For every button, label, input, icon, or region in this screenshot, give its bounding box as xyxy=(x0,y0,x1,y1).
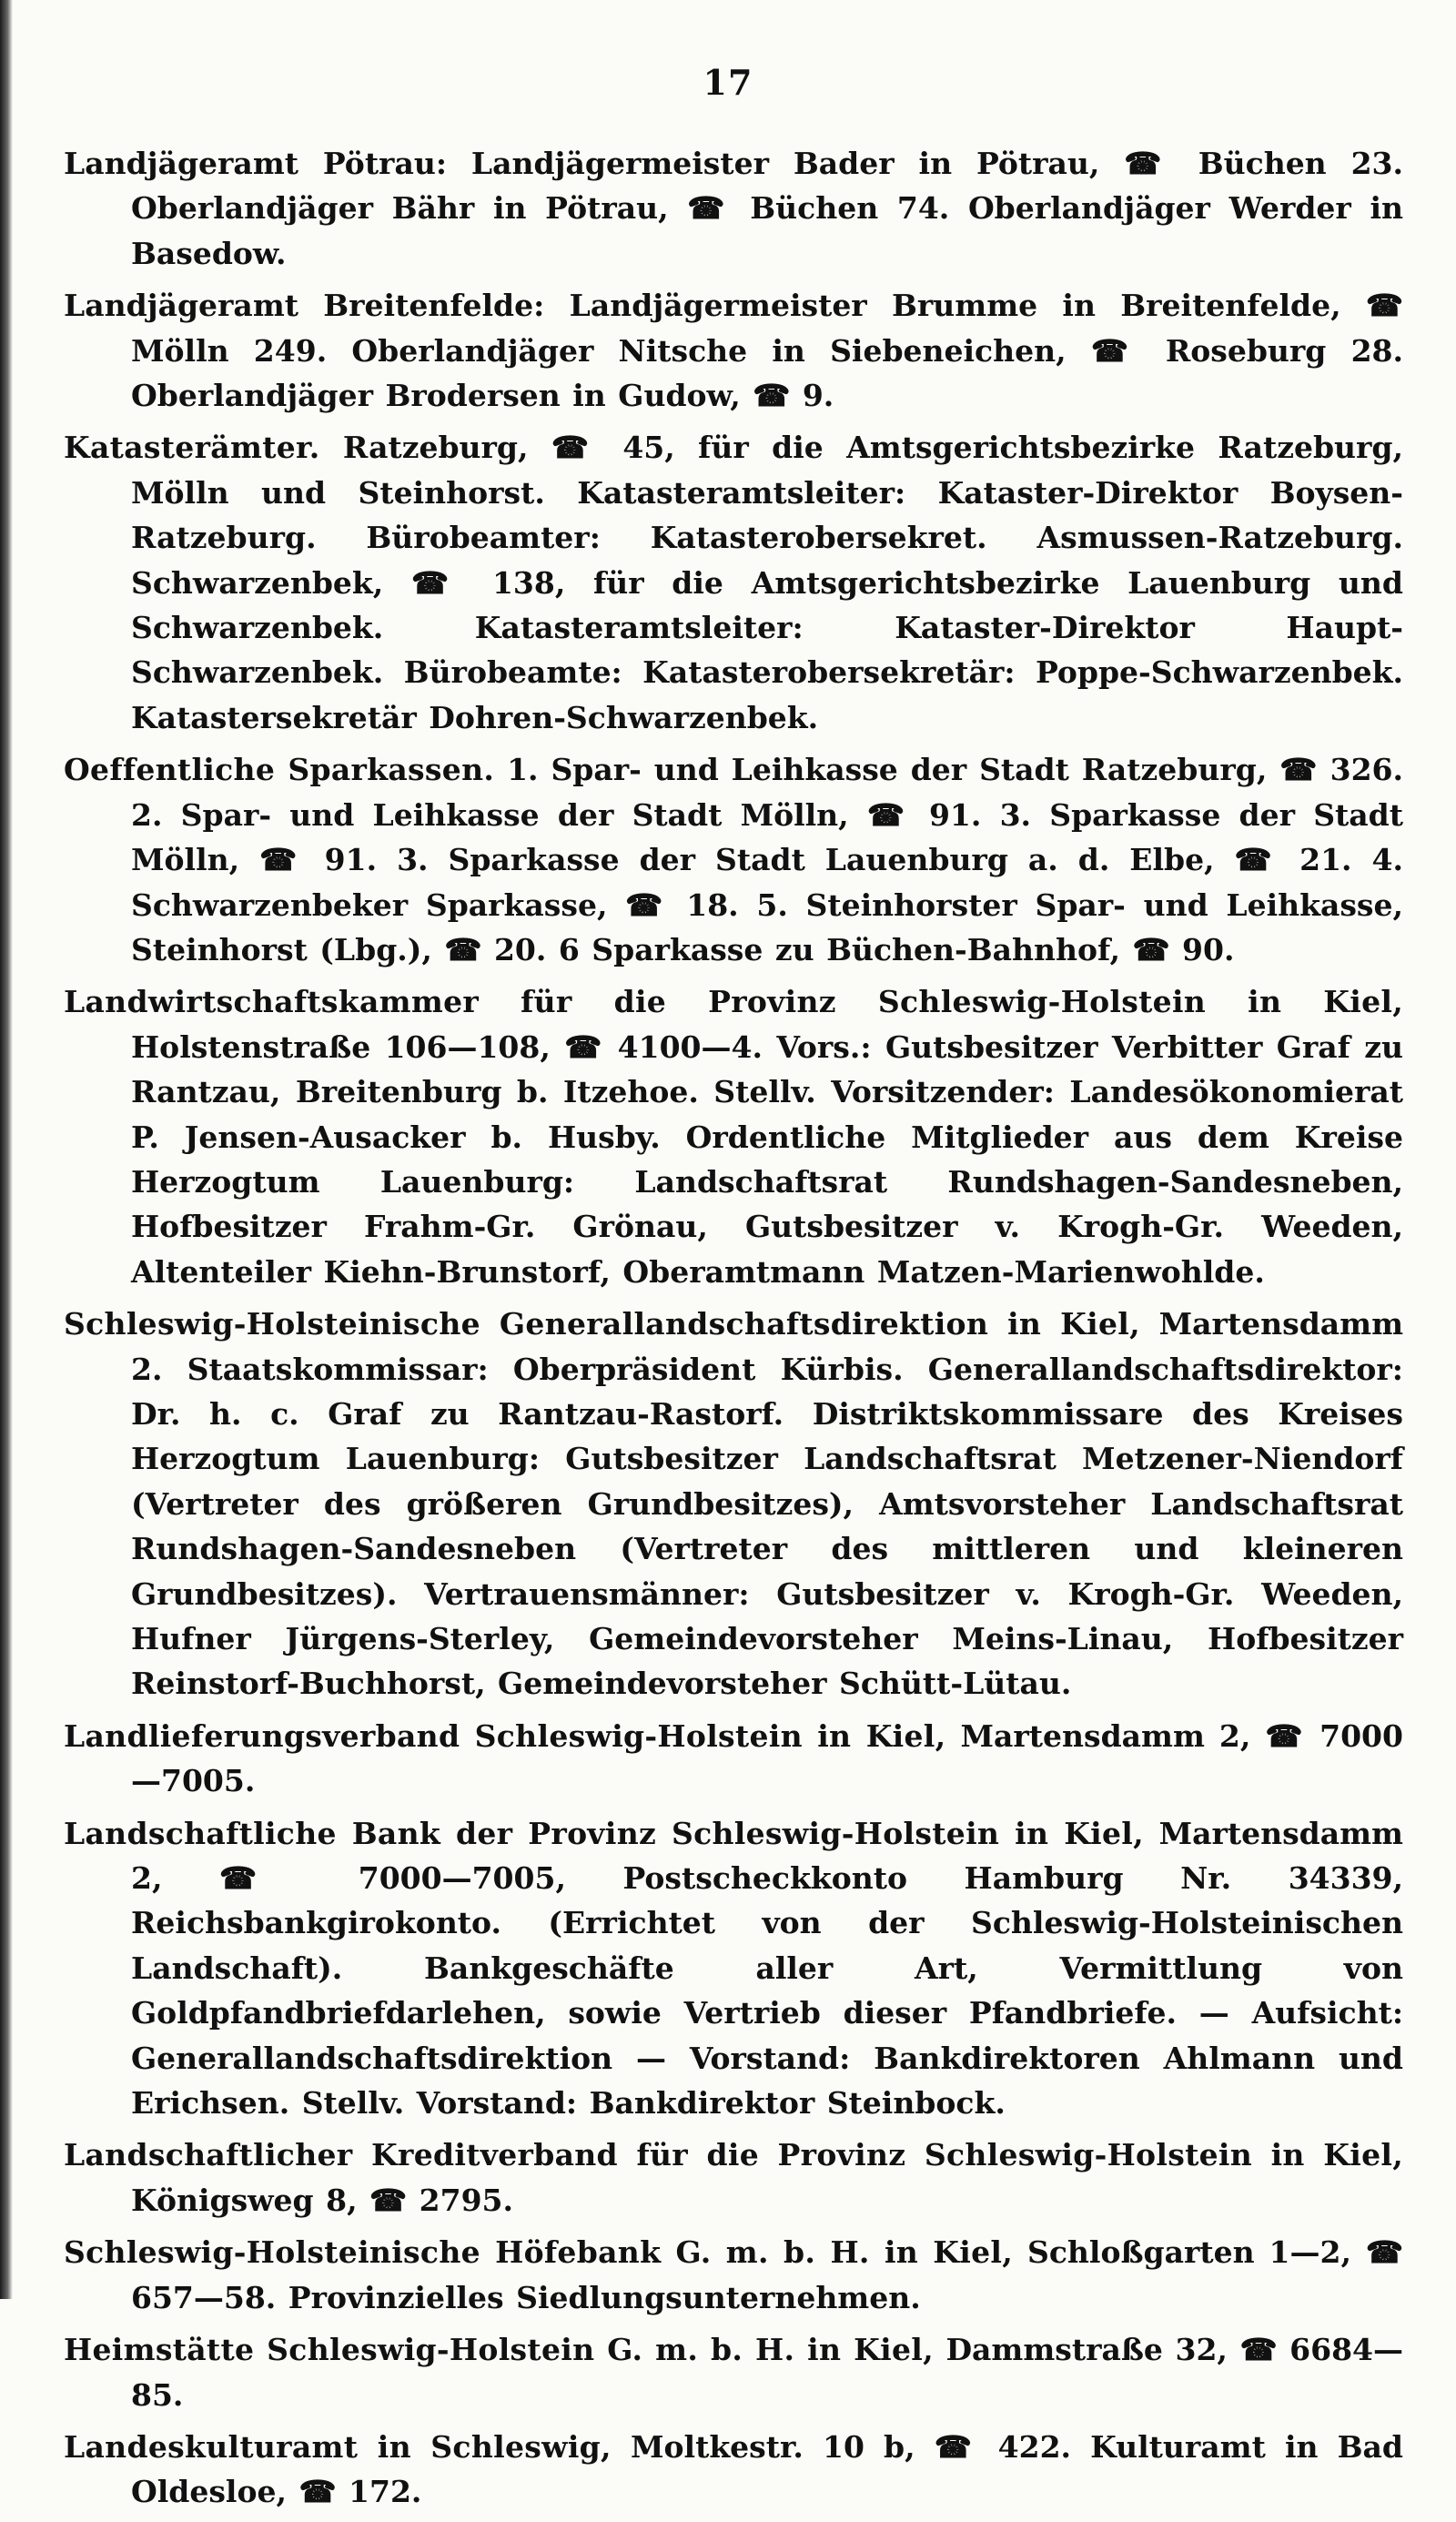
entry xyxy=(64,1714,1403,1804)
entry xyxy=(64,747,1403,972)
entry-heading: Oeffentliche Sparkassen. xyxy=(64,752,495,788)
entry-text: Holstenstraße 106—108, ☎ 4100—4. Vors.: Gutsbesitzer Verbitter Graf zu Rantzau, Breitenburg b. Itzehoe. Stellv. Vorsitzender: Landesökonomierat P. Jensen-Ausacker b. Husby. Ordentliche Mitglieder aus dem Kreise Herzogtum Lauenburg: Landschaftsrat Rundshagen-Sandesneben, Hofbesitzer Frahm-Gr. Grönau, Gutsbesitzer v. Krogh-Gr. Weeden, Altenteiler Kiehn-Brunstorf, Oberamtmann Matzen-Marienwohlde. xyxy=(131,1028,1403,1290)
entry xyxy=(64,2230,1403,2320)
entry-text: Schloßgarten 1—2, ☎ 657—58. Provinzielles Siedlungsunternehmen. xyxy=(131,2234,1403,2315)
entry-text: Moltkestr. 10 b, ☎ 422. Kulturamt in Bad Oldesloe, ☎ 172. xyxy=(131,2428,1403,2510)
page-content xyxy=(64,141,1403,2522)
entry-text: Martensdamm 2, ☎ 7000—7005. xyxy=(131,1717,1403,1799)
entry xyxy=(64,2425,1403,2515)
entry xyxy=(64,979,1403,1294)
entry-heading: Landwirtschaftskammer für die Provinz Schleswig-Holstein in Kiel, xyxy=(64,984,1403,1020)
entry-heading: Schleswig-Holsteinische Generallandschaftsdirektion in Kiel, xyxy=(64,1306,1140,1342)
entry-heading: Landlieferungsverband Schleswig-Holstein in Kiel, xyxy=(64,1717,946,1754)
entry xyxy=(64,425,1403,740)
entry xyxy=(64,1302,1403,1707)
entry-text: Landjägeramt Breitenfelde: Landjägermeister Brumme in Breitenfelde, ☎ Mölln 249. Oberlandjäger Nitsche in Siebeneichen, ☎ Roseburg 28. Oberlandjäger Brodersen in Gudow, ☎ 9. xyxy=(64,288,1403,414)
entry xyxy=(64,283,1403,418)
entry-text: Landjägeramt Pötrau: Landjägermeister Bader in Pötrau, ☎ Büchen 23. Oberlandjäger Bähr in Pötrau, ☎ Büchen 74. Oberlandjäger Werder in Basedow. xyxy=(64,146,1403,271)
entry-text: Königsweg 8, ☎ 2795. xyxy=(131,2182,513,2218)
entry-text: 1. Spar- und Leihkasse der Stadt Ratzeburg, ☎ 326. 2. Spar- und Leihkasse der Stadt Mölln, ☎ 91. 3. Sparkasse der Stadt Mölln, ☎ 91. 3. Sparkasse der Stadt Lauenburg a. d. Elbe, ☎ 21. 4. Schwarzenbeker Sparkasse, ☎ 18. 5. Steinhorster Spar- und Leihkasse, Steinhorst (Lbg.), ☎ 20. 6 Sparkasse zu Büchen-Bahnhof, ☎ 90. xyxy=(131,752,1403,967)
entry-heading: Landschaftlicher Kreditverband für die Provinz Schleswig-Holstein in Kiel, xyxy=(64,2137,1403,2173)
entry-heading: Landeskulturamt in Schleswig, xyxy=(64,2428,612,2465)
entry-text: Martensdamm 2, ☎ 7000—7005, Postscheckkonto Hamburg Nr. 34339, Reichsbankgirokonto. (Errichtet von der Schleswig-Holsteinischen Landschaft). Bankgeschäfte aller Art, Vermittlung von Goldpfandbriefdarlehen, sowie Vertrieb dieser Pfandbriefe. — Aufsicht: Generallandschaftsdirektion — Vorstand: Bankdirektoren Ahlmann und Erichsen. Stellv. Vorstand: Bankdirektor Steinbock. xyxy=(131,1815,1403,2122)
entry-heading: Landschaftliche Bank der Provinz Schleswig-Holstein in Kiel, xyxy=(64,1815,1144,1851)
entry xyxy=(64,2327,1403,2417)
entry xyxy=(64,141,1403,276)
entry xyxy=(64,2132,1403,2223)
page-edge-shadow xyxy=(0,0,13,2299)
entry-text: Ratzeburg, ☎ 45, für die Amtsgerichtsbezirke Ratzeburg, Mölln und Steinhorst. Katasteramtsleiter: Kataster-Direktor Boysen-Ratzeburg. Bürobeamter: Katasterobersekret. Asmussen-Ratzeburg. Schwarzenbek, ☎ 138, für die Amtsgerichtsbezirke Lauenburg und Schwarzenbek. Katasteramtsleiter: Kataster-Direktor Haupt-Schwarzenbek. Bürobeamte: Katasterobersekretär: Poppe-Schwarzenbek. Katastersekretär Dohren-Schwarzenbek. xyxy=(131,430,1403,735)
entry-heading: Schleswig-Holsteinische Höfebank G. m. b. H. in Kiel, xyxy=(64,2234,1014,2271)
entry-text: Martensdamm 2. Staatskommissar: Oberpräsident Kürbis. Generallandschaftsdirektor: Dr. h. c. Graf zu Rantzau-Rastorf. Distriktskommissare des Kreises Herzogtum Lauenburg: Gutsbesitzer Landschaftsrat Metzener-Niendorf (Vertreter des größeren Grundbesitzes), Amtsvorsteher Landschaftsrat Rundshagen-Sandesneben (Vertreter des mittleren und kleineren Grundbesitzes). Vertrauensmänner: Gutsbesitzer v. Krogh-Gr. Weeden, Hufner Jürgens-Sterley, Gemeindevorsteher Meins-Linau, Hofbesitzer Reinstorf-Buchhorst, Gemeindevorsteher Schütt-Lütau. xyxy=(131,1306,1403,1702)
entry-heading: Heimstätte Schleswig-Holstein G. m. b. H. in Kiel, xyxy=(64,2332,934,2368)
entry xyxy=(64,1811,1403,2126)
page-number: 17 xyxy=(703,62,753,103)
entry-heading: Katasterämter. xyxy=(64,430,320,466)
entry-text: Dammstraße 32, ☎ 6684—85. xyxy=(131,2332,1403,2413)
